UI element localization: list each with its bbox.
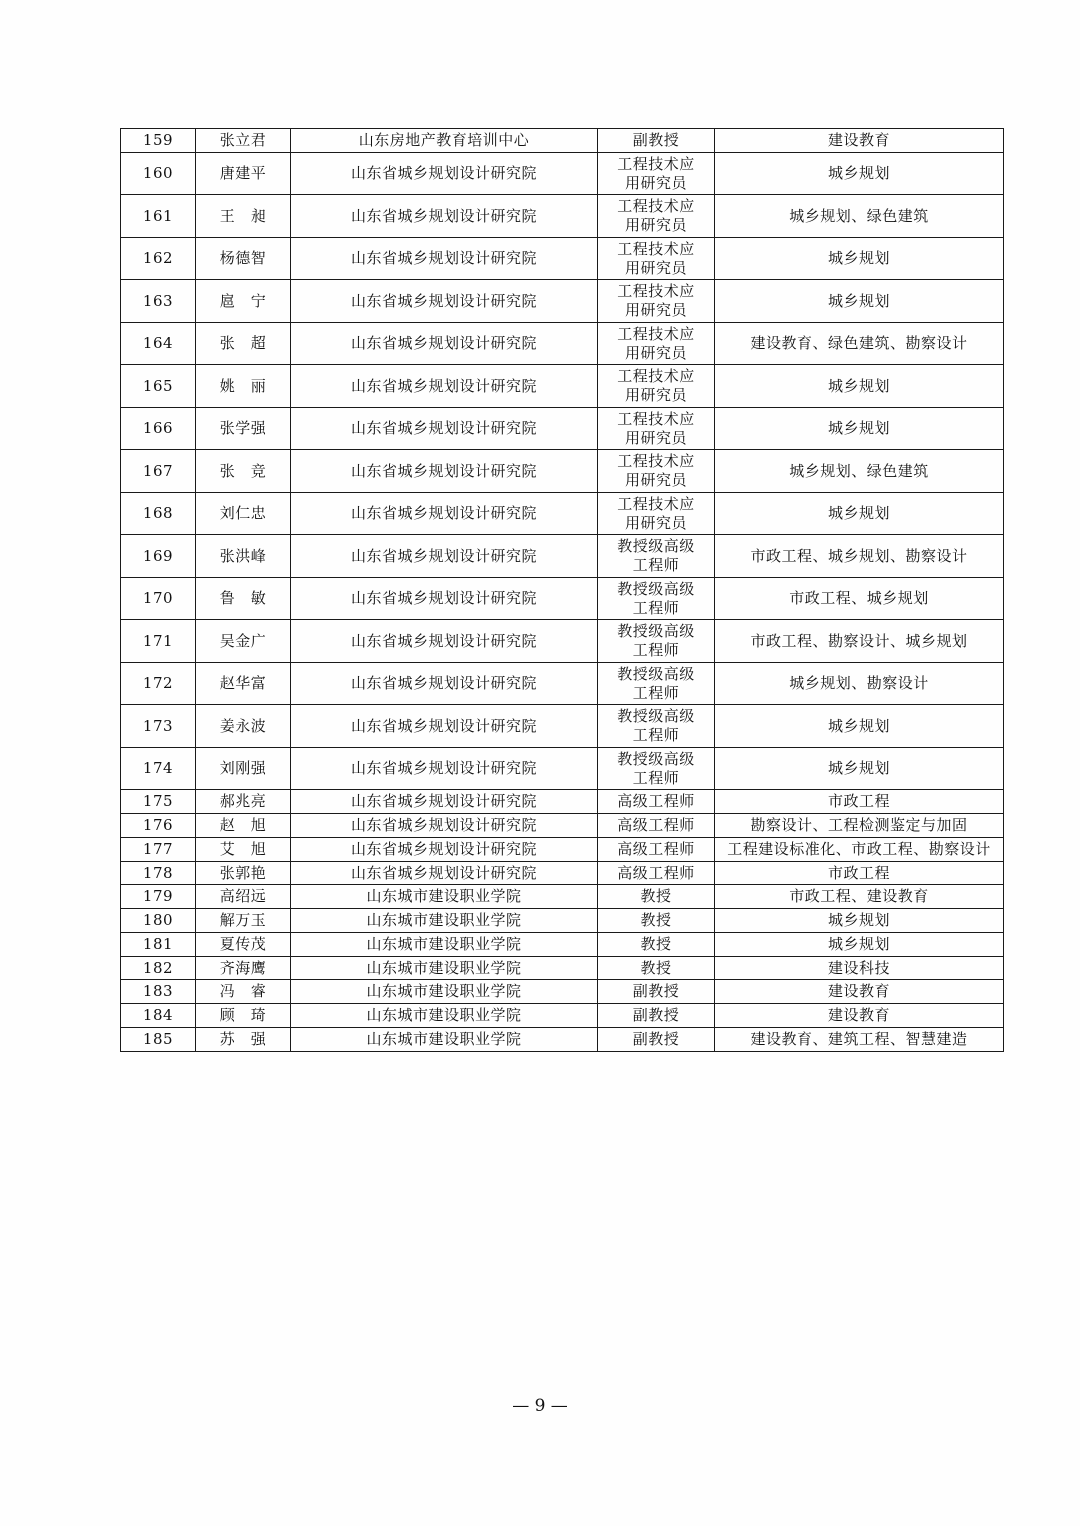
cell-name: 赵 旭 — [196, 814, 291, 838]
cell-name: 解万玉 — [196, 909, 291, 933]
cell-org: 山东省城乡规划设计研究院 — [291, 407, 598, 450]
cell-field: 市政工程 — [715, 861, 1004, 885]
cell-field: 城乡规划 — [715, 747, 1004, 790]
cell-name: 艾 旭 — [196, 837, 291, 861]
cell-field: 城乡规划 — [715, 152, 1004, 195]
table-row — [121, 932, 1004, 956]
cell-no: 163 — [121, 280, 196, 323]
table-row — [121, 535, 1004, 578]
cell-no: 167 — [121, 450, 196, 493]
cell-org: 山东省城乡规划设计研究院 — [291, 861, 598, 885]
cell-field: 城乡规划、勘察设计 — [715, 662, 1004, 705]
cell-field: 市政工程、建设教育 — [715, 885, 1004, 909]
table-row — [121, 1027, 1004, 1051]
cell-name: 杨德智 — [196, 237, 291, 280]
cell-org: 山东省城乡规划设计研究院 — [291, 747, 598, 790]
roster-table-container — [120, 128, 991, 1052]
cell-no: 171 — [121, 620, 196, 663]
cell-field: 城乡规划 — [715, 280, 1004, 323]
cell-field: 勘察设计、工程检测鉴定与加固 — [715, 814, 1004, 838]
table-row — [121, 1004, 1004, 1028]
cell-name: 郝兆亮 — [196, 790, 291, 814]
cell-name: 张 竞 — [196, 450, 291, 493]
cell-title: 副教授 — [598, 1027, 715, 1051]
cell-name: 齐海鹰 — [196, 956, 291, 980]
cell-title: 高级工程师 — [598, 790, 715, 814]
table-row — [121, 365, 1004, 408]
cell-field: 建设教育、建筑工程、智慧建造 — [715, 1027, 1004, 1051]
cell-field: 城乡规划 — [715, 365, 1004, 408]
table-row — [121, 492, 1004, 535]
cell-org: 山东省城乡规划设计研究院 — [291, 790, 598, 814]
table-row — [121, 837, 1004, 861]
cell-title: 教授级高级 工程师 — [598, 662, 715, 705]
cell-no: 181 — [121, 932, 196, 956]
cell-no: 179 — [121, 885, 196, 909]
cell-org: 山东省城乡规划设计研究院 — [291, 365, 598, 408]
cell-title: 教授 — [598, 932, 715, 956]
cell-name: 吴金广 — [196, 620, 291, 663]
cell-org: 山东省城乡规划设计研究院 — [291, 814, 598, 838]
cell-field: 市政工程、勘察设计、城乡规划 — [715, 620, 1004, 663]
cell-field: 城乡规划 — [715, 932, 1004, 956]
cell-no: 185 — [121, 1027, 196, 1051]
cell-name: 刘刚强 — [196, 747, 291, 790]
table-row — [121, 861, 1004, 885]
cell-org: 山东省城乡规划设计研究院 — [291, 535, 598, 578]
cell-title: 工程技术应 用研究员 — [598, 237, 715, 280]
table-row — [121, 152, 1004, 195]
cell-no: 183 — [121, 980, 196, 1004]
cell-title: 教授 — [598, 909, 715, 933]
cell-title: 高级工程师 — [598, 861, 715, 885]
cell-name: 张郭艳 — [196, 861, 291, 885]
cell-org: 山东省城乡规划设计研究院 — [291, 280, 598, 323]
cell-field: 建设教育 — [715, 1004, 1004, 1028]
cell-no: 162 — [121, 237, 196, 280]
cell-org: 山东城市建设职业学院 — [291, 980, 598, 1004]
cell-title: 工程技术应 用研究员 — [598, 492, 715, 535]
table-row — [121, 790, 1004, 814]
cell-field: 市政工程、城乡规划 — [715, 577, 1004, 620]
page-number: — 9 — — [512, 1396, 568, 1416]
table-row — [121, 814, 1004, 838]
cell-no: 184 — [121, 1004, 196, 1028]
cell-org: 山东城市建设职业学院 — [291, 1004, 598, 1028]
cell-no: 166 — [121, 407, 196, 450]
cell-name: 高绍远 — [196, 885, 291, 909]
cell-name: 顾 琦 — [196, 1004, 291, 1028]
cell-title: 教授 — [598, 885, 715, 909]
cell-title: 工程技术应 用研究员 — [598, 322, 715, 365]
table-row — [121, 280, 1004, 323]
table-row — [121, 195, 1004, 238]
cell-no: 165 — [121, 365, 196, 408]
cell-field: 城乡规划 — [715, 407, 1004, 450]
cell-title: 高级工程师 — [598, 814, 715, 838]
cell-name: 苏 强 — [196, 1027, 291, 1051]
cell-title: 教授级高级 工程师 — [598, 747, 715, 790]
cell-no: 169 — [121, 535, 196, 578]
cell-title: 工程技术应 用研究员 — [598, 365, 715, 408]
cell-no: 170 — [121, 577, 196, 620]
cell-org: 山东省城乡规划设计研究院 — [291, 837, 598, 861]
cell-org: 山东省城乡规划设计研究院 — [291, 577, 598, 620]
table-row — [121, 577, 1004, 620]
cell-name: 张 超 — [196, 322, 291, 365]
cell-field: 城乡规划、绿色建筑 — [715, 195, 1004, 238]
cell-org: 山东城市建设职业学院 — [291, 909, 598, 933]
cell-no: 178 — [121, 861, 196, 885]
cell-name: 姜永波 — [196, 705, 291, 748]
cell-name: 王 昶 — [196, 195, 291, 238]
cell-field: 建设教育 — [715, 129, 1004, 153]
cell-no: 180 — [121, 909, 196, 933]
cell-org: 山东城市建设职业学院 — [291, 885, 598, 909]
cell-org: 山东省城乡规划设计研究院 — [291, 322, 598, 365]
cell-no: 177 — [121, 837, 196, 861]
cell-org: 山东省城乡规划设计研究院 — [291, 237, 598, 280]
cell-no: 175 — [121, 790, 196, 814]
cell-title: 工程技术应 用研究员 — [598, 407, 715, 450]
cell-field: 工程建设标准化、市政工程、勘察设计 — [715, 837, 1004, 861]
cell-field: 市政工程、城乡规划、勘察设计 — [715, 535, 1004, 578]
cell-org: 山东省城乡规划设计研究院 — [291, 152, 598, 195]
table-row — [121, 450, 1004, 493]
cell-name: 鲁 敏 — [196, 577, 291, 620]
cell-org: 山东城市建设职业学院 — [291, 1027, 598, 1051]
cell-org: 山东房地产教育培训中心 — [291, 129, 598, 153]
cell-title: 教授级高级 工程师 — [598, 577, 715, 620]
cell-no: 173 — [121, 705, 196, 748]
table-row — [121, 909, 1004, 933]
table-row — [121, 885, 1004, 909]
cell-title: 教授级高级 工程师 — [598, 620, 715, 663]
cell-name: 张洪峰 — [196, 535, 291, 578]
cell-org: 山东省城乡规划设计研究院 — [291, 662, 598, 705]
table-row — [121, 237, 1004, 280]
cell-field: 城乡规划 — [715, 909, 1004, 933]
cell-name: 赵华富 — [196, 662, 291, 705]
cell-name: 刘仁忠 — [196, 492, 291, 535]
table-row — [121, 407, 1004, 450]
cell-org: 山东省城乡规划设计研究院 — [291, 195, 598, 238]
cell-name: 张立君 — [196, 129, 291, 153]
cell-no: 161 — [121, 195, 196, 238]
cell-title: 工程技术应 用研究员 — [598, 280, 715, 323]
cell-field: 城乡规划 — [715, 705, 1004, 748]
table-row — [121, 322, 1004, 365]
table-row — [121, 129, 1004, 153]
cell-title: 副教授 — [598, 129, 715, 153]
cell-title: 工程技术应 用研究员 — [598, 450, 715, 493]
cell-org: 山东省城乡规划设计研究院 — [291, 492, 598, 535]
cell-title: 副教授 — [598, 1004, 715, 1028]
cell-org: 山东省城乡规划设计研究院 — [291, 620, 598, 663]
cell-no: 164 — [121, 322, 196, 365]
cell-field: 市政工程 — [715, 790, 1004, 814]
cell-field: 城乡规划 — [715, 237, 1004, 280]
cell-name: 姚 丽 — [196, 365, 291, 408]
table-row — [121, 705, 1004, 748]
cell-org: 山东城市建设职业学院 — [291, 932, 598, 956]
cell-org: 山东省城乡规划设计研究院 — [291, 450, 598, 493]
cell-field: 城乡规划、绿色建筑 — [715, 450, 1004, 493]
table-row — [121, 956, 1004, 980]
cell-name: 唐建平 — [196, 152, 291, 195]
cell-no: 182 — [121, 956, 196, 980]
table-row — [121, 662, 1004, 705]
cell-org: 山东省城乡规划设计研究院 — [291, 705, 598, 748]
cell-no: 172 — [121, 662, 196, 705]
cell-no: 168 — [121, 492, 196, 535]
cell-no: 159 — [121, 129, 196, 153]
cell-field: 建设科技 — [715, 956, 1004, 980]
cell-name: 冯 睿 — [196, 980, 291, 1004]
cell-no: 174 — [121, 747, 196, 790]
cell-no: 176 — [121, 814, 196, 838]
cell-title: 教授 — [598, 956, 715, 980]
roster-table — [120, 128, 1004, 1052]
cell-name: 张学强 — [196, 407, 291, 450]
table-row — [121, 980, 1004, 1004]
cell-org: 山东城市建设职业学院 — [291, 956, 598, 980]
table-row — [121, 620, 1004, 663]
cell-field: 建设教育 — [715, 980, 1004, 1004]
cell-name: 扈 宁 — [196, 280, 291, 323]
cell-title: 副教授 — [598, 980, 715, 1004]
cell-title: 工程技术应 用研究员 — [598, 195, 715, 238]
cell-title: 教授级高级 工程师 — [598, 535, 715, 578]
cell-no: 160 — [121, 152, 196, 195]
cell-name: 夏传茂 — [196, 932, 291, 956]
cell-title: 教授级高级 工程师 — [598, 705, 715, 748]
cell-field: 城乡规划 — [715, 492, 1004, 535]
cell-title: 工程技术应 用研究员 — [598, 152, 715, 195]
cell-field: 建设教育、绿色建筑、勘察设计 — [715, 322, 1004, 365]
table-row — [121, 747, 1004, 790]
cell-title: 高级工程师 — [598, 837, 715, 861]
